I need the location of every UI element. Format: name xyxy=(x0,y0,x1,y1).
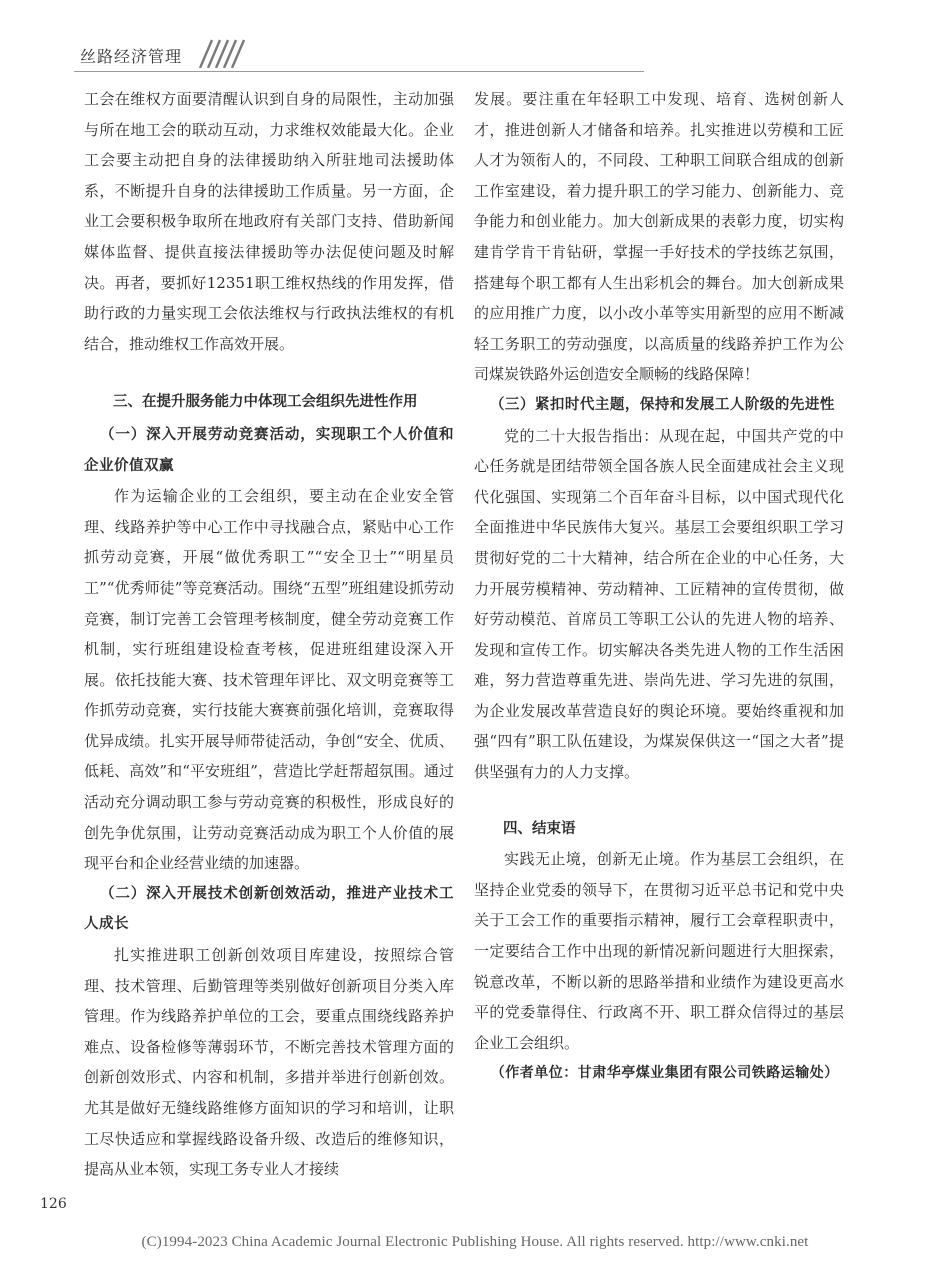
paragraph-twentieth-congress: 党的二十大报告指出：从现在起，中国共产党的中心任务就是团结带领全国各族人民全面建成社会主义现代化强国、实现第二个百年奋斗目标，以中国式现代化全面推进中华民族伟大复兴。基层工会要组织职工学习贯彻好党的二十大精神，结合所在企业的中心任务，大力开展劳模精神、劳动精神、工匠精神的宣传贯彻，做好劳动模范、首席员工等职工公认的先进人物的培养、发现和宣传工作。切实解决各类先进人物的工作生活困难，努力营造尊重先进、崇尚先进、学习先进的氛围，为企业发展改革营造良好的舆论环境。要始终重视和加强“四有”职工队伍建设，为煤炭保供这一“国之大者”提供坚强有力的人力支撑。 xyxy=(474,426,844,782)
right-column xyxy=(474,84,844,1089)
left-column xyxy=(84,84,454,1185)
paragraph-talent-development: 发展。要注重在年轻职工中发现、培育、选树创新人才，推进创新人才储备和培养。扎实推进以劳模和工匠人才为领衔人的，不同段、工种职工间联合组成的创新工作室建设，着力提升职工的学习能力、创新能力、竞争能力和创业能力。加大创新成果的表彰力度，切实构建肯学肯干肯钻研，掌握一手好技术的学技练艺氛围，搭建每个职工都有人生出彩机会的舞台。加大创新成果的应用推广力度，以小改小革等实用新型的应用不断减轻工务职工的劳动强度，以高质量的线路养护工作为公司煤炭铁路外运创造安全顺畅的线路保障！ xyxy=(474,90,844,384)
subheading-3-3: （三）紧扣时代主题，保持和发展工人阶级的先进性 xyxy=(489,395,835,413)
paragraph-tech-innovation: 扎实推进职工创新创效项目库建设，按照综合管理、技术管理、后勤管理等类别做好创新项目分类入库管理。作为线路养护单位的工会，要重点围绕线路养护难点、设备检修等薄弱环节，不断完善技术管理方面的创新创效形式、内容和机制，多措并举进行创新创效。尤其是做好无缝线路维修方面知识的学习和培训，让职工尽快适应和掌握线路设备升级、改造后的维修知识，提高从业本领，实现工务专业人才接续 xyxy=(84,946,454,1179)
paragraph-conclusion: 实践无止境，创新无止境。作为基层工会组织，在坚持企业党委的领导下，在贯彻习近平总书记和党中央关于工会工作的重要指示精神，履行工会章程职责中，一定要结合工作中出现的新情况新问题进行大胆探索，锐意改革，不断以新的思路举措和业绩作为建设更高水平的党委靠得住、行政离不开、职工群众信得过的基层企业工会组织。 xyxy=(474,850,844,1052)
journal-title: 丝路经济管理 xyxy=(80,47,183,66)
paragraph-labor-competition: 作为运输企业的工会组织，要主动在企业安全管理、线路养护等中心工作中寻找融合点，紧贴中心工作抓劳动竞赛，开展“做优秀职工”“安全卫士”“明星员工”“优秀师徒”等竞赛活动。围绕“五型”班组建设抓劳动竞赛，制订完善工会管理考核制度，健全劳动竞赛工作机制，实行班组建设检查考核，促进班组建设深入开展。依托技能大赛、技术管理年评比、双文明竞赛等工作抓劳动竞赛，实行技能大赛赛前强化培训，竞赛取得优异成绩。扎实开展导师带徒活动，争创“安全、优质、低耗、高效”和“平安班组”，营造比学赶帮超氛围。通过活动充分调动职工参与劳动竞赛的积极性，形成良好的创先争优氛围，让劳动竞赛活动成为职工个人价值的展现平台和企业经营业绩的加速器。 xyxy=(84,487,454,873)
footer-copyright: (C)1994-2023 China Academic Journal Electronic Publishing House. All rights reserved. http://www.cnki.net xyxy=(141,1234,809,1250)
section-heading-4: 四、结束语 xyxy=(503,820,576,837)
paragraph-rights-protection: 工会在维权方面要清醒认识到自身的局限性，主动加强与所在地工会的联动互动，力求维权效能最大化。企业工会要主动把自身的法律援助纳入所驻地司法援助体系，不断提升自身的法律援助工作质量。另一方面，企业工会要积极争取所在地政府有关部门支持、借助新闻媒体监督、提供直接法律援助等办法促使问题及时解决。再者，要抓好12351职工维权热线的作用发挥，借助行政的力量实现工会依法维权与行政执法维权的有机结合，推动维权工作高效开展。 xyxy=(84,90,454,353)
header-stripes-decoration xyxy=(198,38,246,68)
section-heading-3: 三、在提升服务能力中体现工会组织先进性作用 xyxy=(113,394,418,411)
author-affiliation: （作者单位：甘肃华亭煤业集团有限公司铁路运输处） xyxy=(490,1065,839,1082)
subheading-3-1: （一）深入开展劳动竞赛活动，实现职工个人价值和企业价值双赢 xyxy=(84,425,454,474)
page-number: 126 xyxy=(40,1196,67,1212)
subheading-3-2: （二）深入开展技术创新创效活动，推进产业技术工人成长 xyxy=(84,884,454,933)
header-rule xyxy=(74,71,644,72)
